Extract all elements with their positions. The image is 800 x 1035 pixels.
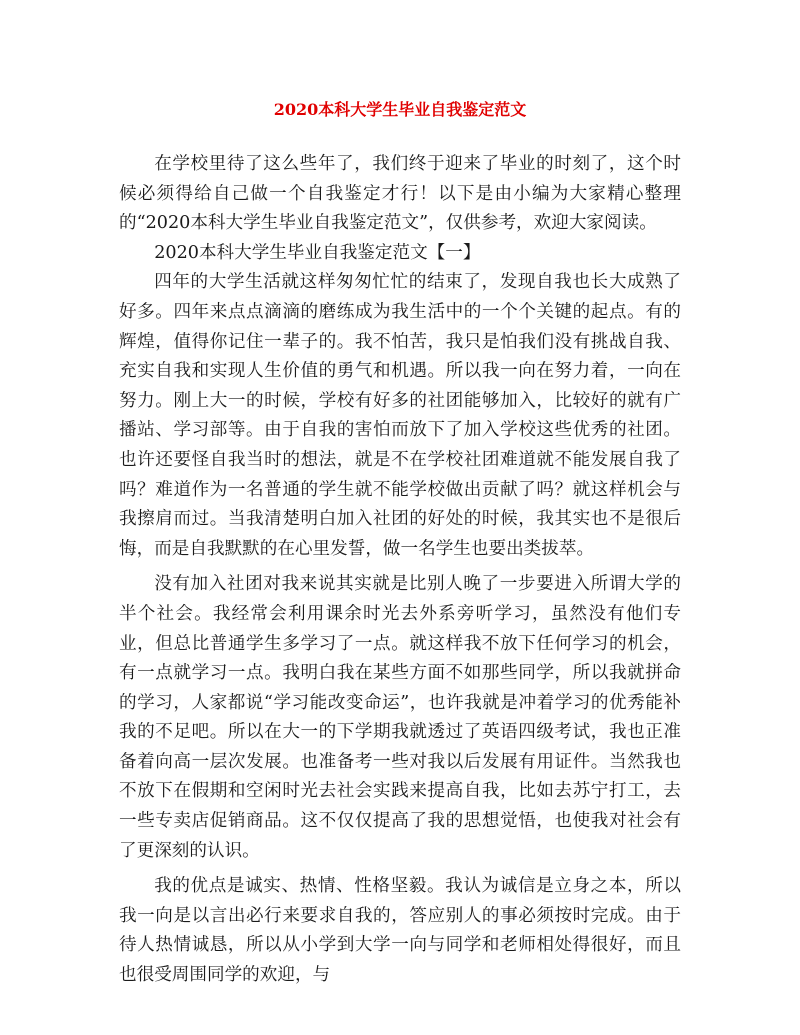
body-paragraph: 我的优点是诚实、热情、性格坚毅。我认为诚信是立身之本，所以我一向是以言出必行来要求自我的，答应别人的事必须按时完成。由于待人热情诚恳，所以从小学到大学一向与同学和老师相处得很好，而且也很受周围同学的欢迎，与 bbox=[119, 876, 681, 986]
body-paragraph: 没有加入社团对我来说其实就是比别人晚了一步要进入所谓大学的半个社会。我经常会利用课余时光去外系旁听学习，虽然没有他们专业，但总比普通学生多学习了一点。就这样我不放下任何学习的机会，有一点就学习一点。我明白我在某些方面不如那些同学，所以我就拼命的学习，人家都说“学习能改变命运”，也许我就是冲着学习的优秀能补我的不足吧。所以在大一的下学期我就透过了英语四级考试，我也正准备着向高一层次发展。也准备考一些对我以后发展有用证件。当然我也不放下在假期和空闲时光去社会实践来提高自我，比如去苏宁打工，去一些专卖店促销商品。这不仅仅提高了我的思想觉悟，也使我对社会有了更深刻的认识。 bbox=[119, 574, 681, 861]
section-heading: 2020本科大学生毕业自我鉴定范文【一】 bbox=[154, 242, 481, 263]
intro-paragraph: 在学校里待了这么些年了，我们终于迎来了毕业的时刻了，这个时候必须得给自己做一个自我鉴定才行！以下是由小编为大家精心整理的“2020本科大学生毕业自我鉴定范文”，仅供参考，欢迎大家阅读。 bbox=[119, 154, 681, 234]
document-title: 2020本科大学生毕业自我鉴定范文 bbox=[273, 100, 527, 119]
body-paragraph: 四年的大学生活就这样匆匆忙忙的结束了，发现自我也长大成熟了好多。四年来点点滴滴的磨练成为我生活中的一个个关键的起点。有的辉煌，值得你记住一辈子的。我不怕苦，我只是怕我们没有挑战自我、充实自我和实现人生价值的勇气和机遇。所以我一向在努力着，一向在努力。刚上大一的时候，学校有好多的社团能够加入，比较好的就有广播站、学习部等。由于自我的害怕而放下了加入学校这些优秀的社团。也许还要怪自我当时的想法，就是不在学校社团难道就不能发展自我了吗？难道作为一名普通的学生就不能学校做出贡献了吗？就这样机会与我擦肩而过。当我清楚明白加入社团的好处的时候，我其实也不是很后悔，而是自我默默的在心里发誓，做一名学生也要出类拔萃。 bbox=[119, 272, 681, 559]
document-body bbox=[119, 150, 681, 991]
